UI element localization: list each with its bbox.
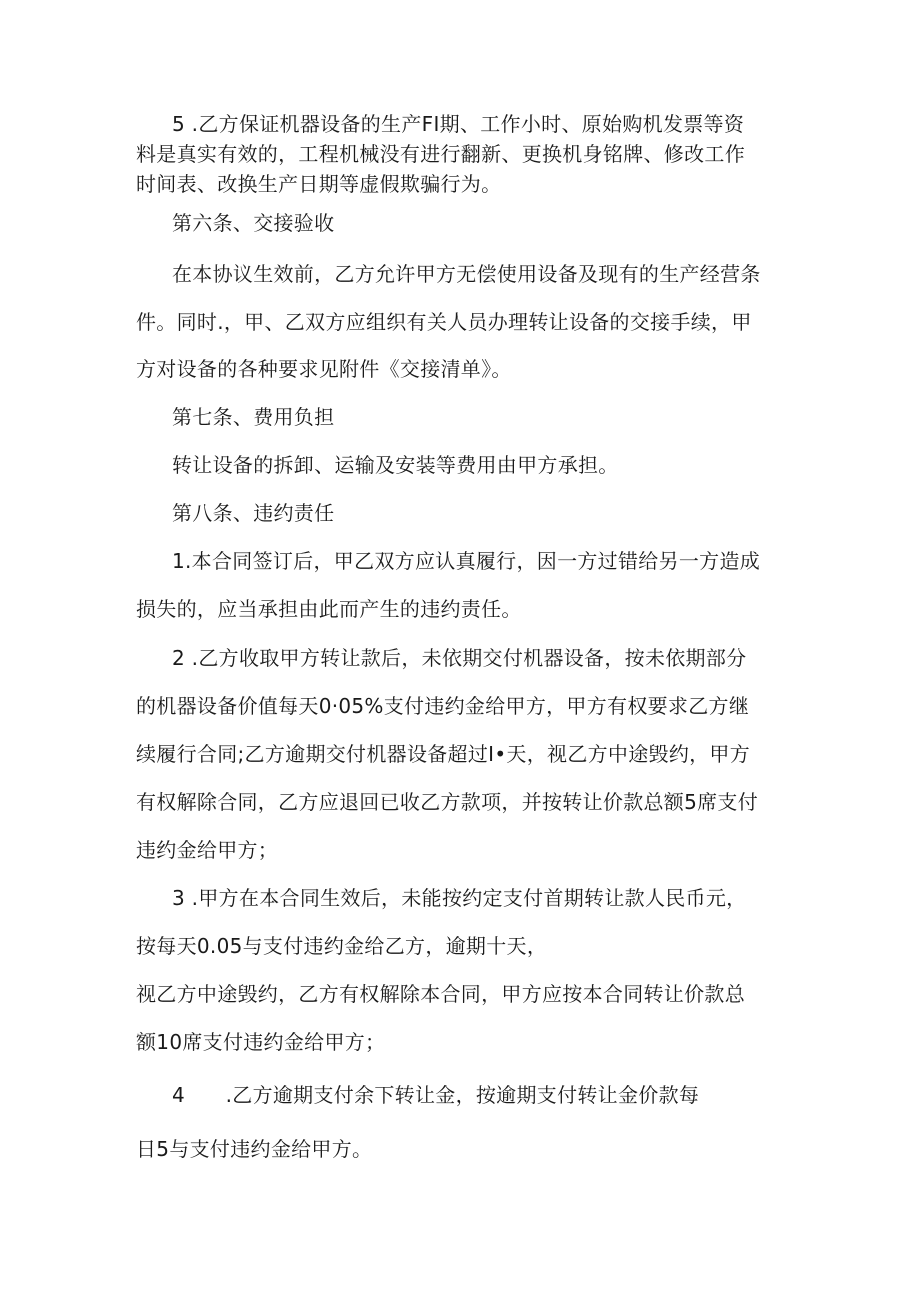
text-line-21: 额10席支付违约金给甲方； (136, 1030, 386, 1054)
text-line-12: 损失的，应当承担由此而产生的违约责任。 (136, 597, 522, 621)
section-heading-8: 第八条、违约责任 (172, 501, 335, 525)
text-line-19: 按每天0.05与支付违约金给乙方，逾期十天， (136, 934, 548, 958)
text-line-11: 1.本合同签订后，甲乙双方应认真履行，因一方过错给另一方造成 (172, 549, 761, 573)
text-line-23: 日5与支付违约金给甲方。 (136, 1137, 373, 1161)
text-line-14: 的机器设备价值每天0·05%支付违约金给甲方，甲方有权要求乙方继 (136, 694, 750, 718)
text-line-18: 3 .甲方在本合同生效后，未能按约定支付首期转让款人民币元， (172, 886, 747, 910)
text-line-13: 2 .乙方收取甲方转让款后，未依期交付机器设备，按未依期部分 (172, 646, 747, 670)
text-line-16: 有权解除合同，乙方应退回已收乙方款项，并按转让价款总额5席支付 (136, 790, 759, 814)
text-line-7: 方对设备的各种要求见附件《交接清单》。 (136, 357, 512, 381)
text-line-15: 续履行合同;乙方逾期交付机器设备超过I•天，视乙方中途毁约，甲方 (136, 742, 751, 766)
text-line-20: 视乙方中途毁约，乙方有权解除本合同，甲方应按本合同转让价款总 (136, 982, 745, 1006)
text-line-9: 转让设备的拆卸、运输及安装等费用由甲方承担。 (172, 453, 619, 477)
text-line-3: 时间表、改换生产日期等虚假欺骗行为。 (136, 172, 502, 196)
text-line-17: 违约金给甲方； (136, 838, 279, 862)
text-line-22: 4 .乙方逾期支付余下转让金，按逾期支付转让金价款每 (172, 1083, 700, 1107)
text-line-2: 料是真实有效的，工程机械没有进行翻新、更换机身铭牌、修改工作 (136, 142, 745, 166)
section-heading-6: 第六条、交接验收 (172, 211, 335, 235)
text-line-6: 件。同时.，甲、乙双方应组织有关人员办理转让设备的交接手续，甲 (136, 310, 752, 334)
text-line-1: 5 .乙方保证机器设备的生产FI期、工作小时、原始购机发票等资 (172, 112, 745, 136)
text-line-5: 在本协议生效前，乙方允许甲方无偿使用设备及现有的生产经营条 (172, 262, 761, 286)
section-heading-7: 第七条、费用负担 (172, 405, 335, 429)
